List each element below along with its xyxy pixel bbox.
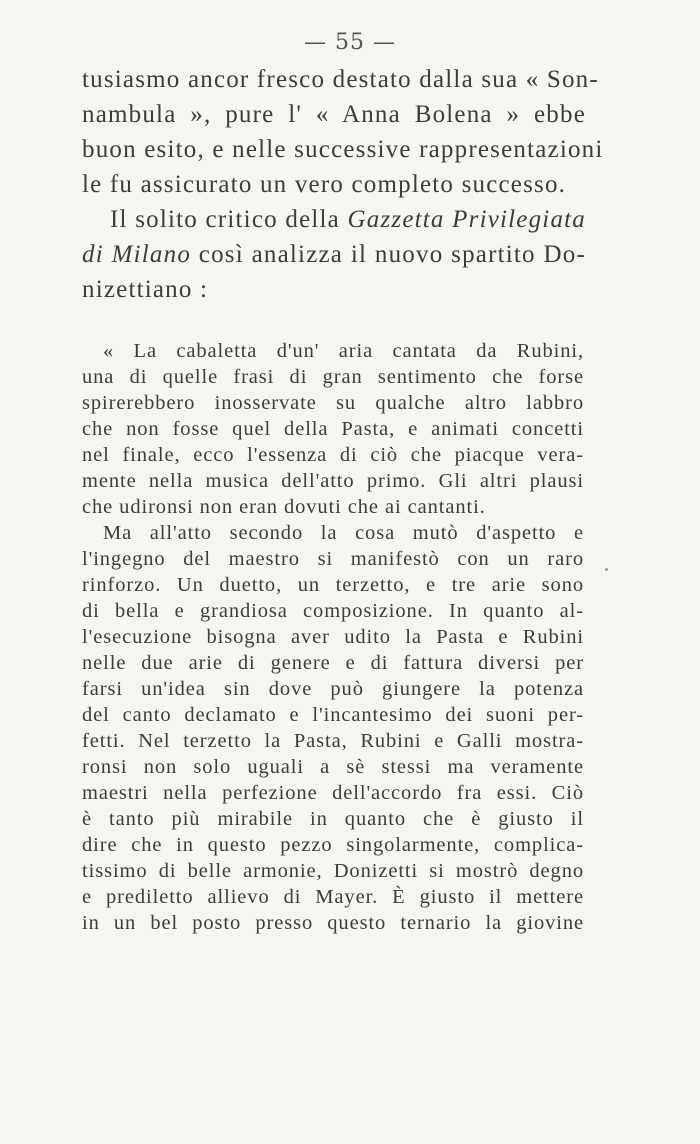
text-line: nizettiano : xyxy=(82,276,209,303)
newspaper-title-part2: di Milano xyxy=(82,241,192,268)
quote-line: una di quelle frasi di gran sentimento che forse xyxy=(82,366,584,388)
quote-line: è tanto più mirabile in quanto che è giusto il xyxy=(82,808,584,830)
quote-line: che udironsi non eran dovuti che ai cantanti. xyxy=(82,496,486,518)
text-line: le fu assicurato un vero completo successo. xyxy=(82,171,567,198)
quote-line: ronsi non solo uguali a sè stessi ma veramente xyxy=(82,756,584,778)
text-line-critic xyxy=(110,206,586,234)
quote-line: di bella e grandiosa composizione. In quanto al- xyxy=(82,600,584,622)
quote-line: nelle due arie di genere e di fattura diversi per xyxy=(82,652,584,674)
critic-text: così analizza il nuovo spartito Do- xyxy=(191,241,586,268)
quote-line: del canto declamato e l'incantesimo dei suoni per- xyxy=(82,704,584,726)
quote-line: l'esecuzione bisogna aver udito la Pasta e Rubini xyxy=(82,626,584,648)
quote-line: « La cabaletta d'un' aria cantata da Rubini, xyxy=(103,340,584,362)
quote-line: l'ingegno del maestro si manifestò con un raro xyxy=(82,548,584,570)
quote-line: che non fosse quel della Pasta, e animati concetti xyxy=(82,418,584,440)
text-line: tusiasmo ancor fresco destato dalla sua « Son- xyxy=(82,66,599,93)
critic-intro-text: Il solito critico della xyxy=(110,206,348,233)
quote-line: e prediletto allievo di Mayer. È giusto il mettere xyxy=(82,886,584,908)
quote-line: spirerebbero inosservate su qualche altro labbro xyxy=(82,392,584,414)
page-number: — 55 — xyxy=(304,30,396,55)
quote-line: maestri nella perfezione dell'accordo fra essi. Ciò xyxy=(82,782,584,804)
quote-line: tissimo di belle armonie, Donizetti si mostrò degno xyxy=(82,860,584,882)
text-line: nambula », pure l' « Anna Bolena » ebbe xyxy=(82,101,586,128)
quote-line: fetti. Nel terzetto la Pasta, Rubini e Galli mostra- xyxy=(82,730,584,752)
text-line-critic xyxy=(82,241,586,269)
quote-line: Ma all'atto secondo la cosa mutò d'aspetto e xyxy=(103,522,584,544)
quote-line: dire che in questo pezzo singolarmente, complica- xyxy=(82,834,584,856)
quote-line: nel finale, ecco l'essenza di ciò che piacque vera- xyxy=(82,444,584,466)
quote-line: farsi un'idea sin dove può giungere la potenza xyxy=(82,678,584,700)
text-line: buon esito, e nelle successive rappresentazioni xyxy=(82,136,604,163)
quote-line: in un bel posto presso questo ternario la giovine xyxy=(82,912,584,934)
quote-line: rinforzo. Un duetto, un terzetto, e tre arie sono xyxy=(82,574,584,596)
quote-line: mente nella musica dell'atto primo. Gli altri plausi xyxy=(82,470,584,492)
print-speck xyxy=(605,568,608,571)
newspaper-title-part1: Gazzetta Privilegiata xyxy=(347,206,586,233)
